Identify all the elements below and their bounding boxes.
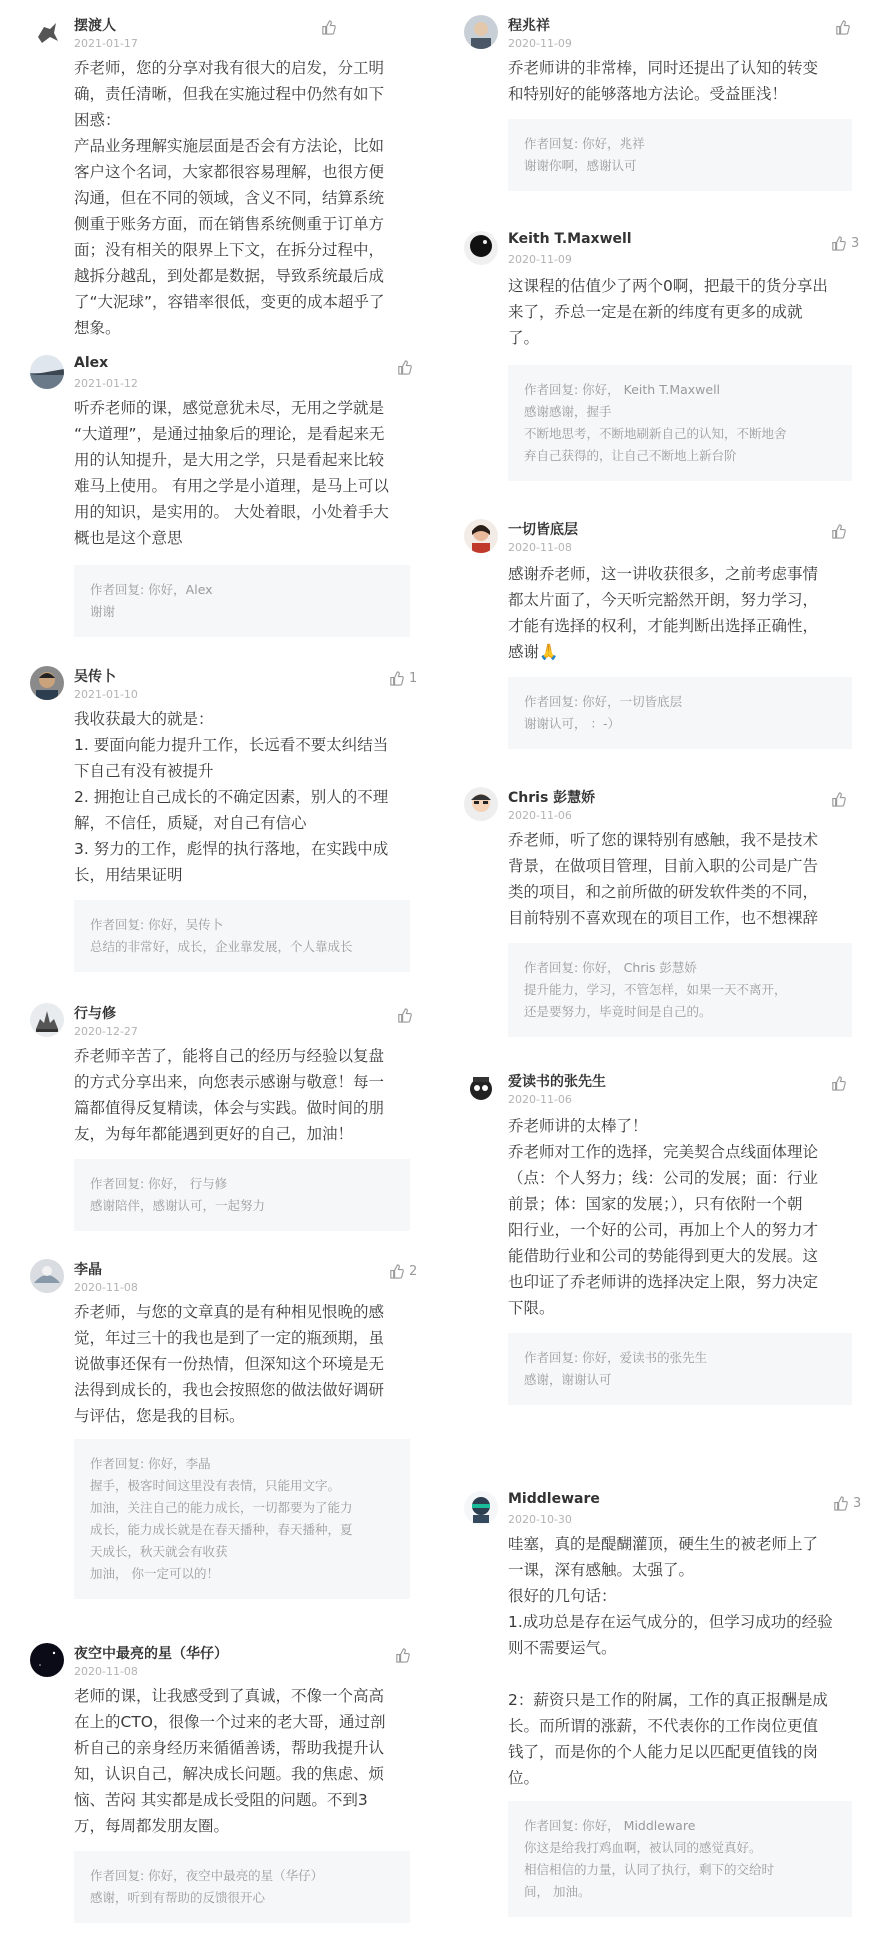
reply-line: 弃自己获得的，让自己不断地上新台阶 [524,448,737,463]
reply-line: 作者回复: 你好， Keith T.Maxwell [524,382,721,397]
comment-author[interactable]: Middleware [508,1491,600,1507]
author-reply [508,365,852,481]
comment-content [74,395,389,551]
reply-line: 天成长，秋天就会有收获 [90,1544,228,1559]
comment-line: 侧重于账务方面，而在销售系统侧重于订单方 [74,215,385,233]
reply-line: 你这是给我打鸡血啊，被认同的感觉真好。 [524,1840,762,1855]
comment-line: （点：个人努力；线：公司的发展；面：行业 [508,1169,819,1187]
comment-content [74,1299,384,1429]
like-button[interactable] [830,235,859,252]
comment-line: 法得到成长的，我也会按照您的做法做好调研 [74,1381,385,1399]
reply-line: 作者回复: 你好，兆祥 [524,136,645,151]
reply-line: 作者回复: 你好，爱读书的张先生 [524,1350,708,1365]
comment-line: 友，为每年都能遇到更好的自己，加油！ [74,1125,354,1143]
like-button[interactable] [388,1263,417,1280]
comment-author[interactable]: Keith T.Maxwell [508,231,632,247]
reply-line: 成长，能力成长就是在春天播种，春天播种，夏 [90,1522,353,1537]
comment-line: 3. 努力的工作，彪悍的执行落地，在实践中成 [74,840,389,858]
comment-line: 则不需要运气。 [508,1639,617,1657]
comment-line: 确，责任清晰，但我在实施过程中仍然有如下 [74,85,385,103]
author-reply [74,1439,410,1599]
comment-line: 下自己有没有被提升 [74,762,214,780]
comment-line: 也印证了乔老师讲的选择决定上限，努力决定 [508,1273,819,1291]
comment-line: 乔老师，您的分享对我有很大的启发，分工明 [74,59,385,77]
author-reply [74,900,410,972]
comment-date: 2020-12-27 [74,1025,138,1038]
reply-line: 还是要努力，毕竟时间是自己的。 [524,1004,712,1019]
comment-line: 了。 [508,329,540,347]
comment-author[interactable]: Chris 彭慧娇 [508,790,596,806]
comment-content [74,1683,386,1839]
comment-line: 2：薪资只是工作的附属，工作的真正报酬是成 [508,1691,828,1709]
comment-line: 解，不信任，质疑，对自己有信心 [74,814,307,832]
reply-line: 感谢感谢，握手 [524,404,612,419]
reply-line: 间， 加油。 [524,1884,591,1899]
comment-line: 产品业务理解实施层面是否会有方法论，比如 [74,137,385,155]
comment-line: 很好的几句话： [508,1587,617,1605]
avatar[interactable] [464,519,498,553]
comment-line: 感谢🙏 [508,643,559,661]
comment-line: 长，用结果证明 [74,866,183,884]
reply-line: 谢谢 [90,604,116,619]
comment-line [508,1661,833,1687]
comment-date: 2020-11-08 [508,541,572,554]
comment-line: 沟通，但在不同的领域，含义不同，结算系统 [74,189,385,207]
reply-line: 谢谢你啊，感谢认可 [524,158,637,173]
comment-author[interactable]: 程兆祥 [508,18,550,34]
comment-line: 的方式分享出来，向您表示感谢与敬意！每一 [74,1073,385,1091]
thumbs-up-icon [388,1263,405,1280]
comment-line: 在上的CTO，很像一个过来的老大哥，通过剖 [74,1713,386,1731]
comment-date: 2020-11-09 [508,253,572,266]
reply-line: 谢谢认可， ：-） [524,716,620,731]
reply-line: 感谢，谢谢认可 [524,1372,612,1387]
thumbs-up-icon [396,359,413,376]
thumbs-up-icon [320,19,337,36]
reply-line: 总结的非常好，成长，企业靠发展，个人靠成长 [90,939,353,954]
like-button[interactable] [830,1075,851,1092]
reply-line: 作者回复: 你好，吴传卜 [90,917,224,932]
comment-date: 2020-11-08 [74,1665,138,1678]
comment-line: 乔老师，与您的文章真的是有种相见恨晚的感 [74,1303,385,1321]
comment-line: 想象。 [74,319,121,337]
comment-line: 听乔老师的课，感觉意犹未尽，无用之学就是 [74,399,385,417]
comment-content [508,1113,818,1321]
like-button[interactable] [396,1007,417,1024]
comment-line: 难马上使用。 有用之学是小道理，是马上可以 [74,477,389,495]
comment-date: 2020-10-30 [508,1513,572,1526]
comment-line: 困惑： [74,111,121,129]
comment-line: 和特别好的能够落地方法论。受益匪浅！ [508,85,788,103]
thumbs-up-icon [834,19,851,36]
comment-line: 类的项目，和之前所做的研发软件类的不同， [508,883,819,901]
comment-author[interactable]: 一切皆底层 [508,522,578,538]
comment-line: 篇都值得反复精读，体会与实践。做时间的朋 [74,1099,385,1117]
reply-line: 作者回复: 你好， Chris 彭慧娇 [524,960,697,975]
comment-author[interactable]: 吴传卜 [74,669,116,685]
reply-line: 握手，极客时间这里没有表情，只能用文字。 [90,1478,341,1493]
avatar[interactable] [30,1003,64,1037]
avatar[interactable] [30,1643,64,1677]
comment-line: 析自己的亲身经历来循循善诱，帮助我提升认 [74,1739,385,1757]
comment-line: 长。而所谓的涨薪，不代表你的工作岗位更值 [508,1717,819,1735]
author-reply [74,1851,410,1923]
comment-line: 越拆分越乱，到处都是数据，导致系统最后成 [74,267,385,285]
like-count: 2 [409,1264,418,1279]
reply-line: 作者回复: 你好， 行与修 [90,1176,228,1191]
comment-content [74,1043,384,1147]
comment-line: 来了，乔总一定是在新的纬度有更多的成就 [508,303,803,321]
comment-line: 说做事还保有一份热情，但深知这个环境是无 [74,1355,385,1373]
comment-line: 下限。 [508,1299,555,1317]
author-reply [508,677,852,749]
like-button[interactable] [834,19,855,36]
author-reply [508,1801,852,1917]
like-button[interactable] [394,1647,415,1664]
comment-line: 能借助行业和公司的势能得到更大的发展。这 [508,1247,819,1265]
comment-line: 觉，年过三十的我也是到了一定的瓶颈期，虽 [74,1329,385,1347]
avatar[interactable] [30,355,64,389]
comment-line: 哇塞，真的是醍醐灌顶，硬生生的被老师上了 [508,1535,819,1553]
avatar[interactable] [30,666,64,700]
like-button[interactable] [396,359,417,376]
reply-line: 加油， 你一定可以的！ [90,1566,219,1581]
author-reply [508,119,852,191]
comment-date: 2020-11-06 [508,1093,572,1106]
reply-line: 作者回复: 你好，Alex [90,582,213,597]
comment-line: 1. 要面向能力提升工作，长远看不要太纠结当 [74,736,389,754]
comment-line: 用的认知提升，是大用之学，只是看起来比较 [74,451,385,469]
comment-line: 才能有选择的权利，才能判断出选择正确性， [508,617,819,635]
comment-line: 了“大泥球”，容错率很低，变更的成本超乎了 [74,293,385,311]
comment-line: 这课程的估值少了两个0啊，把最干的货分享出 [508,277,828,295]
like-button[interactable] [830,791,851,808]
comment-content [508,561,818,665]
comment-line: 用的知识，是实用的。 大处着眼，小处着手大 [74,503,389,521]
comment-date: 2021-01-17 [74,37,138,50]
comment-line: 老师的课，让我感受到了真诚，不像一个高高 [74,1687,385,1705]
thumbs-up-icon [832,1495,849,1512]
comment-line: 目前特别不喜欢现在的项目工作，也不想裸辞 [508,909,819,927]
avatar[interactable] [464,231,498,265]
comment-line: 乔老师辛苦了，能将自己的经历与经验以复盘 [74,1047,385,1065]
comment-content [508,827,818,931]
comment-content [74,706,388,888]
comment-line: 恼、苦闷 其实都是成长受阻的问题。不到3 [74,1791,368,1809]
reply-line: 作者回复: 你好，李晶 [90,1456,211,1471]
comment-line: 与评估，您是我的目标。 [74,1407,245,1425]
author-reply [74,565,410,637]
thumbs-up-icon [388,670,405,687]
comment-line: 2. 拥抱让自己成长的不确定因素，别人的不理 [74,788,389,806]
reply-line: 感谢陪伴，感谢认可，一起努力 [90,1198,266,1213]
comment-line: 背景，在做项目管理，目前入职的公司是广告 [508,857,819,875]
comment-content [508,273,828,351]
comment-line: 概也是这个意思 [74,529,183,547]
comment-author[interactable]: 摆渡人 [74,18,116,34]
comment-content [508,55,818,107]
like-count: 3 [853,1496,862,1511]
comment-line: 1.成功总是存在运气成分的，但学习成功的经验 [508,1613,833,1631]
reply-line: 相信相信的力量，认同了执行，剩下的交给时 [524,1862,775,1877]
comment-author[interactable]: 夜空中最亮的星（华仔） [74,1646,228,1662]
thumbs-up-icon [396,1007,413,1024]
avatar[interactable] [464,1071,498,1105]
reply-line: 提升能力，学习，不管怎样，如果一天不离开， [524,982,787,997]
comment-line: “大道理”，是通过抽象后的理论，是看起来无 [74,425,385,443]
comment-author[interactable]: Alex [74,355,109,371]
thumbs-up-icon [830,235,847,252]
comment-date: 2020-11-06 [508,809,572,822]
comment-line: 感谢乔老师，这一讲收获很多，之前考虑事情 [508,565,819,583]
like-button[interactable] [388,670,417,687]
avatar[interactable] [464,15,498,49]
reply-line: 感谢，听到有帮助的反馈很开心 [90,1890,266,1905]
comment-line: 乔老师对工作的选择，完美契合点线面体理论 [508,1143,819,1161]
avatar[interactable] [464,787,498,821]
comment-line: 都太片面了，今天听完豁然开朗，努力学习， [508,591,819,609]
reply-line: 不断地思考，不断地刷新自己的认知，不断地舍 [524,426,787,441]
comment-line: 乔老师，听了您的课特别有感触，我不是技术 [508,831,819,849]
author-reply [508,943,852,1037]
comment-date: 2020-11-08 [74,1281,138,1294]
comment-content [74,55,385,341]
like-button[interactable] [830,523,851,540]
like-count: 3 [851,236,860,251]
like-button[interactable] [832,1495,861,1512]
author-reply [74,1159,410,1231]
avatar[interactable] [30,1259,64,1293]
comment-line: 前景；体：国家的发展；），只有依附一个朝 [508,1195,803,1213]
comment-line: 我收获最大的就是： [74,710,214,728]
comment-date: 2021-01-12 [74,377,138,390]
comment-line: 位。 [508,1769,540,1787]
thumbs-up-icon [830,791,847,808]
comment-line: 万，每周都发朋友圈。 [74,1817,230,1835]
avatar[interactable] [464,1491,498,1525]
comment-author[interactable]: 李晶 [74,1262,102,1278]
reply-line: 作者回复: 你好，一切皆底层 [524,694,683,709]
comment-date: 2021-01-10 [74,688,138,701]
reply-line: 加油，关注自己的能力成长，一切都要为了能力 [90,1500,353,1515]
thumbs-up-icon [394,1647,411,1664]
comment-author[interactable]: 爱读书的张先生 [508,1074,606,1090]
like-count: 1 [409,671,418,686]
comment-line: 客户这个名词，大家都很容易理解，也很方便 [74,163,385,181]
comment-line: 面；没有相关的限界上下文，在拆分过程中， [74,241,385,259]
comment-date: 2020-11-09 [508,37,572,50]
thumbs-up-icon [830,1075,847,1092]
comment-line: 知，认识自己，解决成长问题。我的焦虑、烦 [74,1765,385,1783]
comment-line: 一课，深有感触。太强了。 [508,1561,695,1579]
thumbs-up-icon [830,523,847,540]
author-reply [508,1333,852,1405]
reply-line: 作者回复: 你好， Middleware [524,1818,696,1833]
like-button[interactable] [320,19,341,36]
reply-line: 作者回复: 你好，夜空中最亮的星（华仔） [90,1868,324,1883]
comment-line: 阳行业，一个好的公司，再加上个人的努力才 [508,1221,819,1239]
avatar[interactable] [30,15,64,49]
comment-content [508,1531,833,1791]
comment-author[interactable]: 行与修 [74,1006,116,1022]
comment-line: 乔老师讲的太棒了！ [508,1117,648,1135]
comment-line: 乔老师讲的非常棒，同时还提出了认知的转变 [508,59,819,77]
comment-line: 钱了，而是你的个人能力足以匹配更值钱的岗 [508,1743,819,1761]
